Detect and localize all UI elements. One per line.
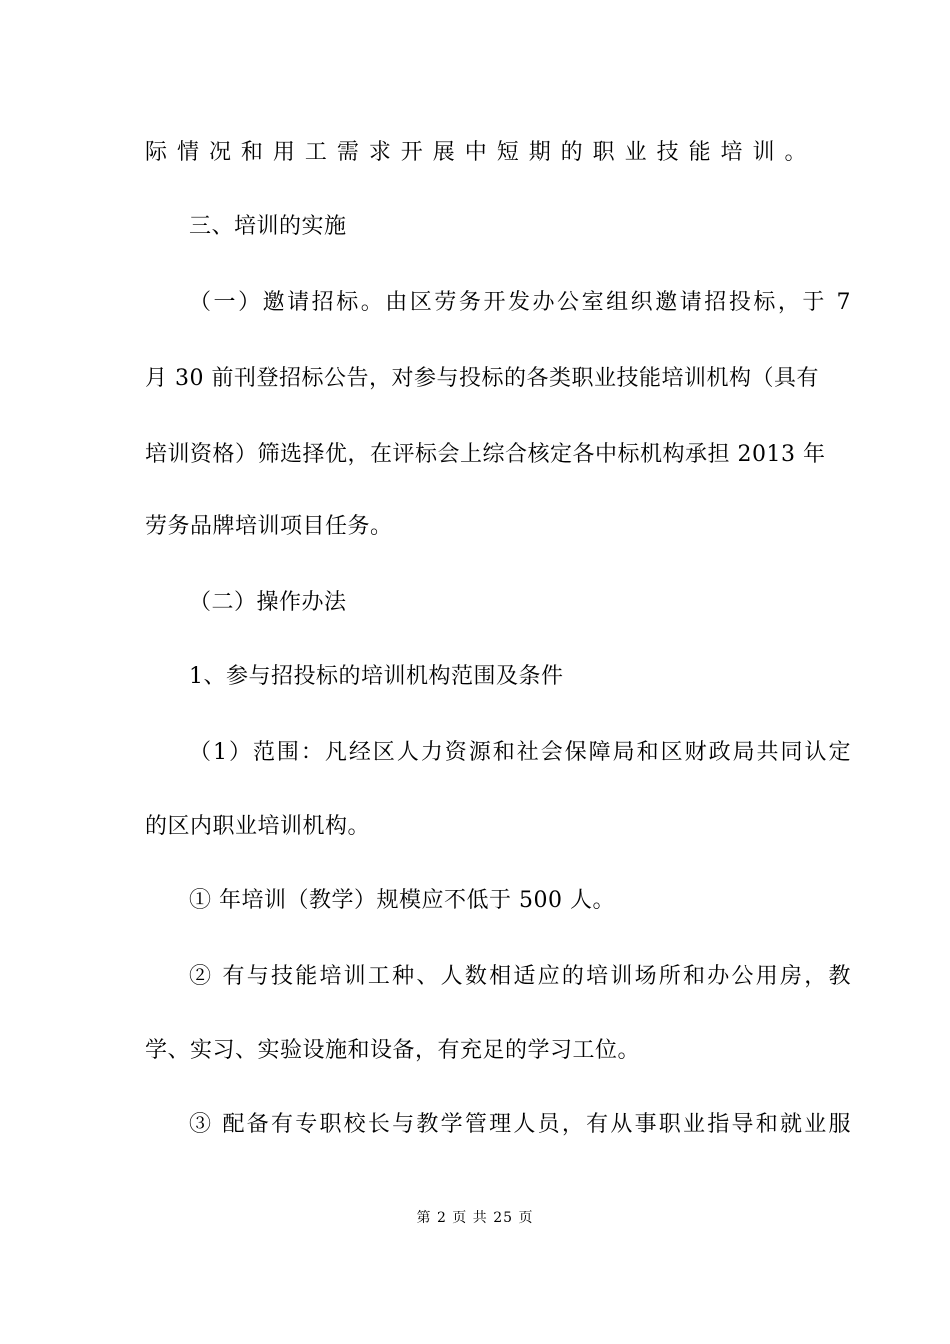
paragraph-line: 月 30 前刊登招标公告，对参与投标的各类职业技能培训机构（具有 <box>145 366 819 391</box>
list-item: ③ 配备有专职校长与教学管理人员，有从事职业指导和就业服 <box>189 1112 851 1137</box>
section-heading: 三、培训的实施 <box>189 214 347 239</box>
paragraph-line: 际情况和用工需求开展中短期的职业技能培训。 <box>145 140 807 165</box>
subsection-heading: 1、参与招投标的培训机构范围及条件 <box>189 664 564 689</box>
subsection-heading: （二）操作办法 <box>189 590 347 615</box>
list-item: ② 有与技能培训工种、人数相适应的培训场所和办公用房，教 <box>189 964 851 989</box>
paragraph-line: （一）邀请招标。由区劳务开发办公室组织邀请招投标，于 7 <box>189 290 851 315</box>
page-footer: 第 2 页 共 25 页 <box>416 1210 534 1226</box>
paragraph-line: 的区内职业培训机构。 <box>145 814 371 839</box>
list-item: ① 年培训（教学）规模应不低于 500 人。 <box>189 888 615 913</box>
paragraph-line: 培训资格）筛选择优，在评标会上综合核定各中标机构承担 2013 年 <box>145 442 826 467</box>
paragraph-line: （1）范围：凡经区人力资源和社会保障局和区财政局共同认定 <box>189 740 851 765</box>
paragraph-line: 劳务品牌培训项目任务。 <box>145 514 393 539</box>
paragraph-line: 学、实习、实验设施和设备，有充足的学习工位。 <box>145 1038 641 1063</box>
